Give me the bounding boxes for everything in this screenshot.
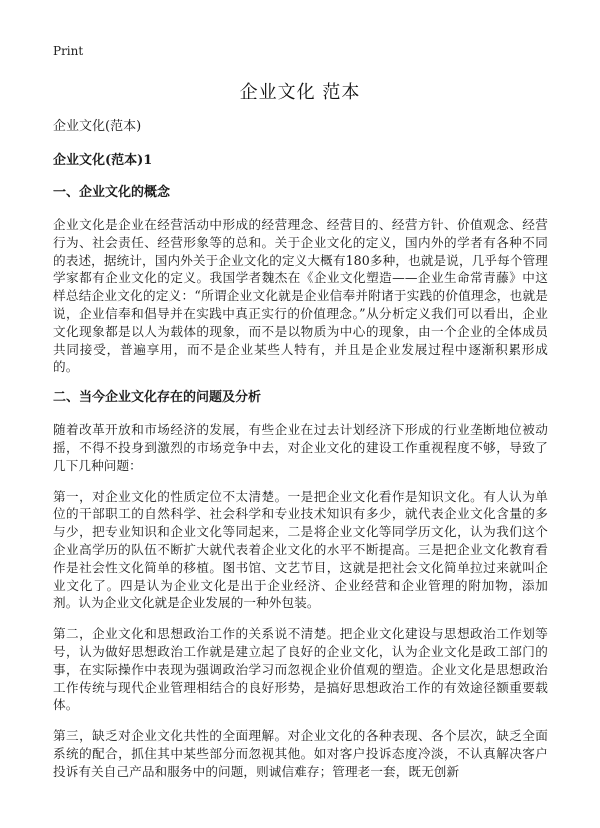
paragraph-concept: 企业文化是企业在经营活动中形成的经营理念、经营目的、经营方针、价值观念、经营行为、社会责任、经营形象等的总和。关于企业文化的定义，国内外的学者有各种不同的表述，据统计，国内外关于企业文化的定义大概有180多种，也就是说，几乎每个管理学家都有企业文化的定义。我国学者魏杰在《企业文化塑造——企业生命常青藤》中这样总结企业文化的定义：“所谓企业文化就是企业信奉并附诸于实践的价值理念，也就是说，企业信奉和倡导并在实践中真正实行的价值理念。”从分析定义我们可以看出，企业文化现象都是以人为载体的现象，而不是以物质为中心的现象，由一个企业的全体成员共同接受，普遍享用，而不是企业某些人特有，并且是企业发展过程中逐渐积累形成的。 (53, 217, 548, 375)
section-title: 企业文化(范本)1 (53, 153, 153, 168)
page-title: 企业文化 范本 (239, 82, 361, 103)
paragraph-second: 第二，企业文化和思想政治工作的关系说不清楚。把企业文化建设与思想政治工作划等号，认为做好思想政治工作就是建立起了良好的企业文化，认为企业文化是政工部门的事，在实际操作中表现为强调政治学习而忽视企业价值观的塑造。企业文化是思想政治工作传统与现代企业管理相结合的良好形势，是搞好思想政治工作的有效途径额重要载体。 (53, 626, 548, 713)
heading-problems: 二、当今企业文化存在的问题及分析 (53, 390, 262, 406)
print-label: Print (53, 44, 84, 58)
paragraph-third: 第三，缺乏对企业文化共性的全面理解。对企业文化的各种表现、各个层次，缺乏全面系统的配合，抓住其中某些部分而忽视其他。如对客户投诉态度冷淡，不认真解决客户投诉有关自己产品和服务中的问题，则诚信难存；管理老一套，既无创新 (53, 728, 548, 779)
heading-concept: 一、企业文化的概念 (53, 185, 171, 200)
paragraph-intro: 随着改革开放和市场经济的发展，有些企业在过去计划经济下形成的行业垄断地位被动摇，不得不投身到激烈的市场竞争中去，对企业文化的建设工作重视程度不够，导致了几下几种问题： (53, 422, 548, 473)
document-subtitle: 企业文化(范本) (53, 119, 142, 134)
document-body (53, 118, 548, 794)
paragraph-first: 第一，对企业文化的性质定位不太清楚。一是把企业文化看作是知识文化。有人认为单位的干部职工的自然科学、社会科学和专业技术知识有多少，就代表企业文化含量的多与少，把专业知识和企业文化等同起来，二是将企业文化等同学历文化，认为我们这个企业高学历的队伍不断扩大就代表着企业文化的水平不断提高。三是把企业文化教育看作是社会性文化简单的移植。图书馆、文艺节目，这就是把社会文化简单拉过来就叫企业文化了。四是认为企业文化是出于企业经济、企业经营和企业管理的附加物，添加剂。认为企业文化就是企业发展的一种外包装。 (53, 488, 548, 611)
